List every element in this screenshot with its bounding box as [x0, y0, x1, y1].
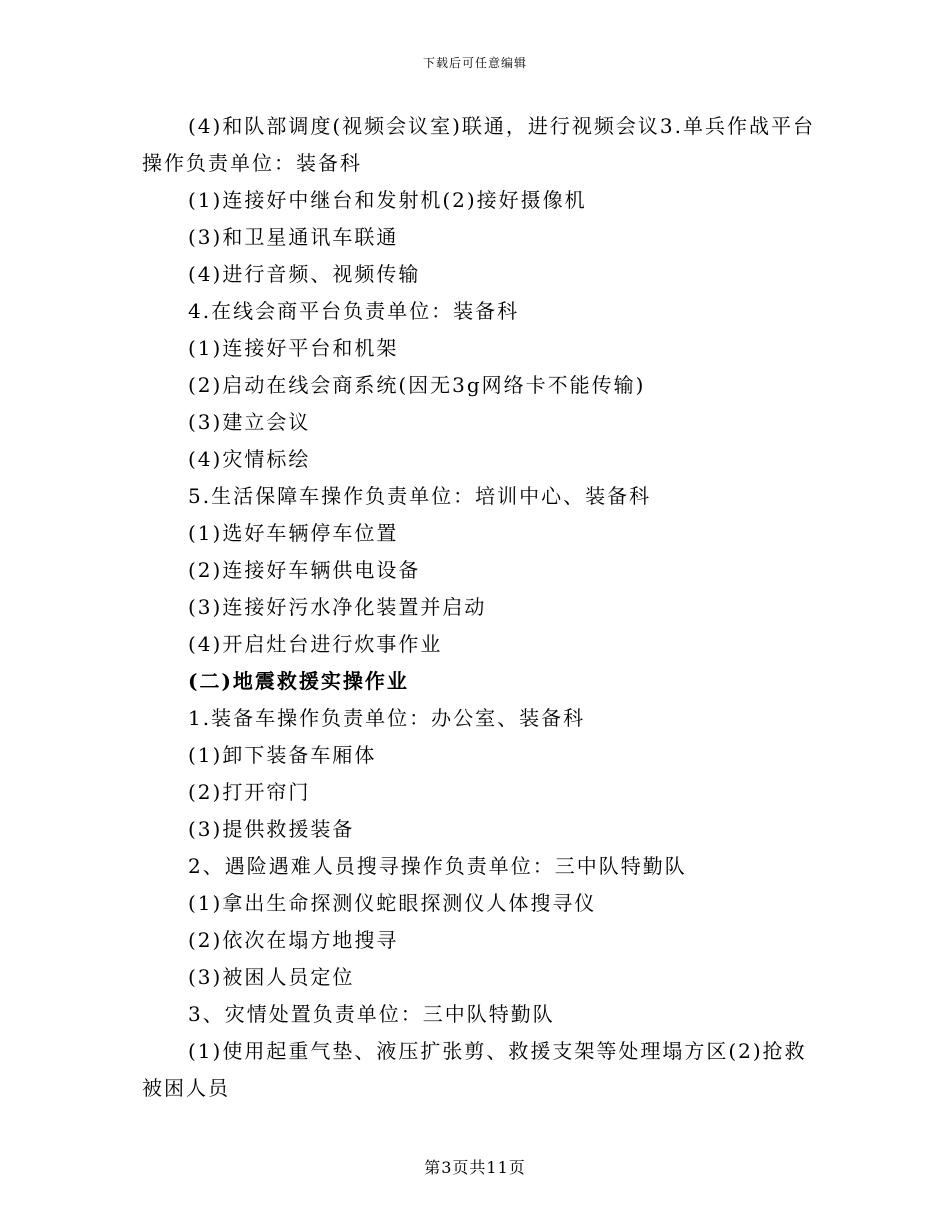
section-heading: 4.在线会商平台负责单位：装备科 [188, 299, 520, 323]
paragraph-line: 被困人员 [142, 1076, 230, 1100]
section-heading: 5.生活保障车操作负责单位：培训中心、装备科 [188, 484, 652, 508]
paragraph-line: (3)建立会议 [188, 410, 311, 434]
major-section-heading: (二)地震救援实操作业 [188, 669, 409, 693]
page-footer: 第3页共11页 [424, 1158, 526, 1177]
paragraph-line: (3)和卫星通讯车联通 [188, 225, 399, 249]
paragraph-line: (4)和队部调度(视频会议室)联通，进行视频会议3.单兵作战平台 [188, 114, 816, 138]
paragraph-line: (1)连接好平台和机架 [188, 336, 399, 360]
paragraph-line: (1)连接好中继台和发射机(2)接好摄像机 [188, 188, 587, 212]
paragraph-line: (1)卸下装备车厢体 [188, 743, 377, 767]
paragraph-line: (2)依次在塌方地搜寻 [188, 928, 399, 952]
paragraph-line: 操作负责单位：装备科 [142, 151, 362, 175]
paragraph-line: (1)拿出生命探测仪蛇眼探测仪人体搜寻仪 [188, 891, 597, 915]
paragraph-line: (1)选好车辆停车位置 [188, 521, 399, 545]
paragraph-line: (2)打开帘门 [188, 780, 311, 804]
document-body [142, 108, 814, 1107]
paragraph-line: (3)提供救援装备 [188, 817, 355, 841]
paragraph-line: (2)启动在线会商系统(因无3g网络卡不能传输) [188, 373, 646, 397]
section-heading: 1.装备车操作负责单位：办公室、装备科 [188, 706, 586, 730]
paragraph-line: (4)开启灶台进行炊事作业 [188, 632, 443, 656]
paragraph-line: (4)灾情标绘 [188, 447, 311, 471]
paragraph-line: (3)被困人员定位 [188, 965, 355, 989]
paragraph-line: (3)连接好污水净化装置并启动 [188, 595, 487, 619]
paragraph-line: (2)连接好车辆供电设备 [188, 558, 421, 582]
section-heading: 2、遇险遇难人员搜寻操作负责单位：三中队特勤队 [188, 854, 687, 878]
section-heading: 3、灾情处置负责单位：三中队特勤队 [188, 1002, 555, 1026]
paragraph-line: (1)使用起重气垫、液压扩张剪、救援支架等处理塌方区(2)抢救 [188, 1039, 807, 1063]
page-header: 下载后可任意编辑 [422, 56, 527, 70]
paragraph-line: (4)进行音频、视频传输 [188, 262, 421, 286]
